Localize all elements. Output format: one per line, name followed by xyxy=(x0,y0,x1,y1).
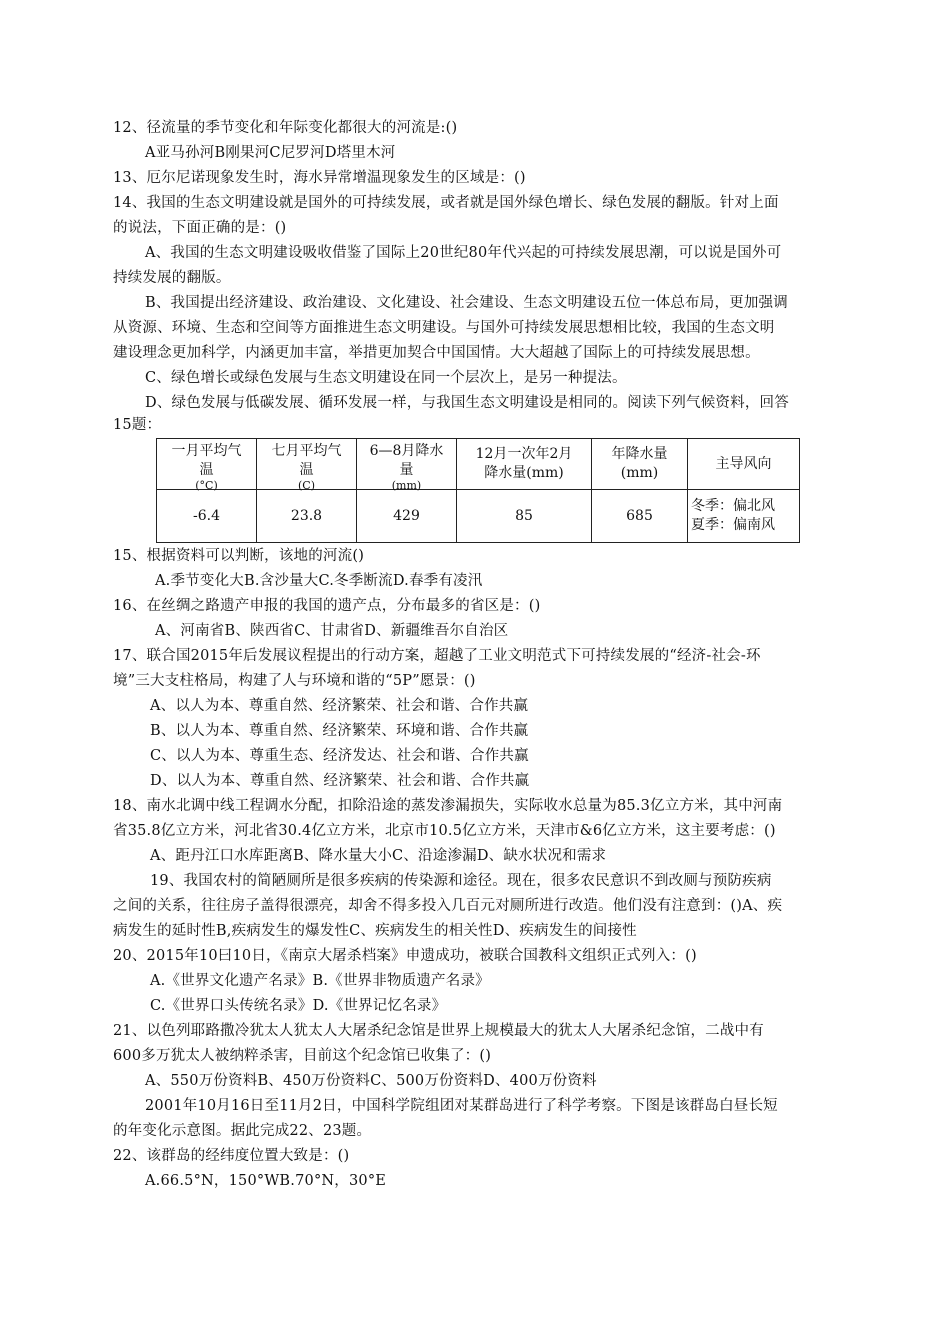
q14-option-c: C、绿色增长或绿色发展与生态文明建设在同一个层次上，是另一种提法。 xyxy=(145,370,627,386)
q20-stem: 20、2015年10曰10日，《南京大屠杀档案》申遗成功，被联合国教科文组织正式列入：() xyxy=(113,948,697,964)
q15-stem: 15、根据资料可以判断，该地的河流() xyxy=(113,548,365,564)
q20-options-line2: C.《世界口头传统名录》D.《世界记忆名录》 xyxy=(150,998,447,1014)
q14-option-b-line3: 建设理念更加科学，内涵更加丰富，举措更加契合中国国情。大大超越了国际上的可持续发展思想。 xyxy=(113,345,760,361)
cell-winter-precip: 85 xyxy=(457,490,592,543)
q16-stem: 16、在丝绸之路遗产申报的我国的遗产点，分布最多的省区是：() xyxy=(113,598,541,614)
header-summer-precip: 6—8月降水 量 (mm) xyxy=(357,439,457,490)
intro22-line2: 的年变化示意图。据此完成22、23题。 xyxy=(113,1123,372,1139)
q17-option-c: C、以人为本、尊重生态、经济发达、社会和谐、合作共赢 xyxy=(150,748,529,764)
q12-options: A亚马孙河B刚果河C尼罗河D塔里木河 xyxy=(145,145,396,161)
cell-jan-temp: -6.4 xyxy=(157,490,257,543)
q21-stem-line2: 600多万犹太人被纳粹杀害，目前这个纪念馆已收集了：() xyxy=(113,1048,492,1064)
q14-stem-line1: 14、我国的生态文明建设就是国外的可持续发展，或者就是国外绿色增长、绿色发展的翻版。针对上面 xyxy=(113,195,779,211)
q17-stem-line2: 境”三大支柱格局，构建了人与环境和谐的“5P”愿景：() xyxy=(113,673,476,689)
q14-option-b-line1: B、我国提出经济建设、政治建设、文化建设、社会建设、生态文明建设五位一体总布局，更加强调 xyxy=(145,295,788,311)
q18-stem-line2: 省35.8亿立方米，河北省30.4亿立方米，北京市10.5亿立方米，天津市&6亿立方米，这主要考虑：() xyxy=(113,823,776,839)
wind-winter: 冬季：偏北风 xyxy=(691,498,775,514)
q18-options: A、距丹江口水库距离B、降水量大小C、沿途渗漏D、缺水状况和需求 xyxy=(150,848,607,864)
header-annual-precip: 年降水量 (mm) xyxy=(592,439,688,490)
q22-stem: 22、该群岛的经纬度位置大致是：() xyxy=(113,1148,350,1164)
wind-summer: 夏季：偏南风 xyxy=(691,517,775,533)
q22-options: A.66.5°N，150°WB.70°N，30°E xyxy=(145,1173,387,1189)
q13-stem: 13、厄尔尼诺现象发生时，海水异常增温现象发生的区域是：() xyxy=(113,170,526,186)
q14-option-d-line2: 15题： xyxy=(113,417,162,433)
header-winter-precip: 12月一次年2月 降水量(mm) xyxy=(457,439,592,490)
q12-stem: 12、径流量的季节变化和年际变化都很大的河流是:() xyxy=(113,120,458,136)
cell-summer-precip: 429 xyxy=(357,490,457,543)
q19-line1: 19、我国农村的简陋厕所是很多疾病的传染源和途径。现在，很多农民意识不到改厕与预防疾病 xyxy=(150,873,772,889)
q14-option-d-line1: D、绿色发展与低碳发展、循环发展一样，与我国生态文明建设是相同的。阅读下列气候资料，回答 xyxy=(145,395,789,411)
q20-options-line1: A.《世界文化遗产名录》B.《世界非物质遗产名录》 xyxy=(150,973,490,989)
q15-options: A.季节变化大B.含沙量大C.冬季断流D.春季有凌汛 xyxy=(155,573,483,589)
q14-option-b-line2: 从资源、环境、生态和空间等方面推进生态文明建设。与国外可持续发展思想相比较，我国的生态文明 xyxy=(113,320,775,336)
q14-option-a-line2: 持续发展的翻版。 xyxy=(113,270,231,286)
cell-wind xyxy=(688,490,800,543)
q21-options: A、550万份资料B、450万份资料C、500万份资料D、400万份资料 xyxy=(145,1073,597,1089)
q17-option-d: D、以人为本、尊重自然、经济繁荣、社会和谐、合作共赢 xyxy=(150,773,530,789)
cell-annual-precip: 685 xyxy=(592,490,688,543)
q14-stem-line2: 的说法，下面正确的是：() xyxy=(113,220,287,236)
q16-options: A、河南省B、陕西省C、甘肃省D、新疆维吾尔自治区 xyxy=(155,623,509,639)
q14-option-a-line1: A、我国的生态文明建设吸收借鉴了国际上20世纪80年代兴起的可持续发展思潮，可以说是国外可 xyxy=(145,245,782,261)
q19-line3: 病发生的延时性B,疾病发生的爆发性C、疾病发生的相关性D、疾病发生的间接性 xyxy=(113,923,637,939)
cell-jul-temp: 23.8 xyxy=(257,490,357,543)
climate-table-data-row xyxy=(157,490,800,543)
header-jul-temp: 七月平均气 温 (C) xyxy=(257,439,357,490)
q17-option-a: A、以人为本、尊重自然、经济繁荣、社会和谐、合作共赢 xyxy=(150,698,529,714)
q19-line2: 之间的关系，往往房子盖得很漂亮，却舍不得多投入几百元对厕所进行改造。他们没有注意到：()A、疾 xyxy=(113,898,783,914)
climate-table-header-row xyxy=(157,439,800,490)
q21-stem-line1: 21、以色列耶路撒冷犹太人犹太人大屠杀纪念馆是世界上规模最大的犹太人大屠杀纪念馆，二战中有 xyxy=(113,1023,764,1039)
q17-option-b: B、以人为本、尊重自然、经济繁荣、环境和谐、合作共赢 xyxy=(150,723,529,739)
q18-stem-line1: 18、南水北调中线工程调水分配，扣除沿途的蒸发渗漏损失，实际收水总量为85.3亿立方米，其中河南 xyxy=(113,798,783,814)
header-wind: 主导风向 xyxy=(688,439,800,490)
intro22-line1: 2001年10月16日至11月2日，中国科学院组团对某群岛进行了科学考察。下图是该群岛白昼长短 xyxy=(145,1098,778,1114)
header-jan-temp: 一月平均气 温 (°C) xyxy=(157,439,257,490)
q17-stem-line1: 17、联合国2015年后发展议程提出的行动方案，超越了工业文明范式下可持续发展的“经济-社会-环 xyxy=(113,648,761,664)
climate-table xyxy=(156,438,800,543)
